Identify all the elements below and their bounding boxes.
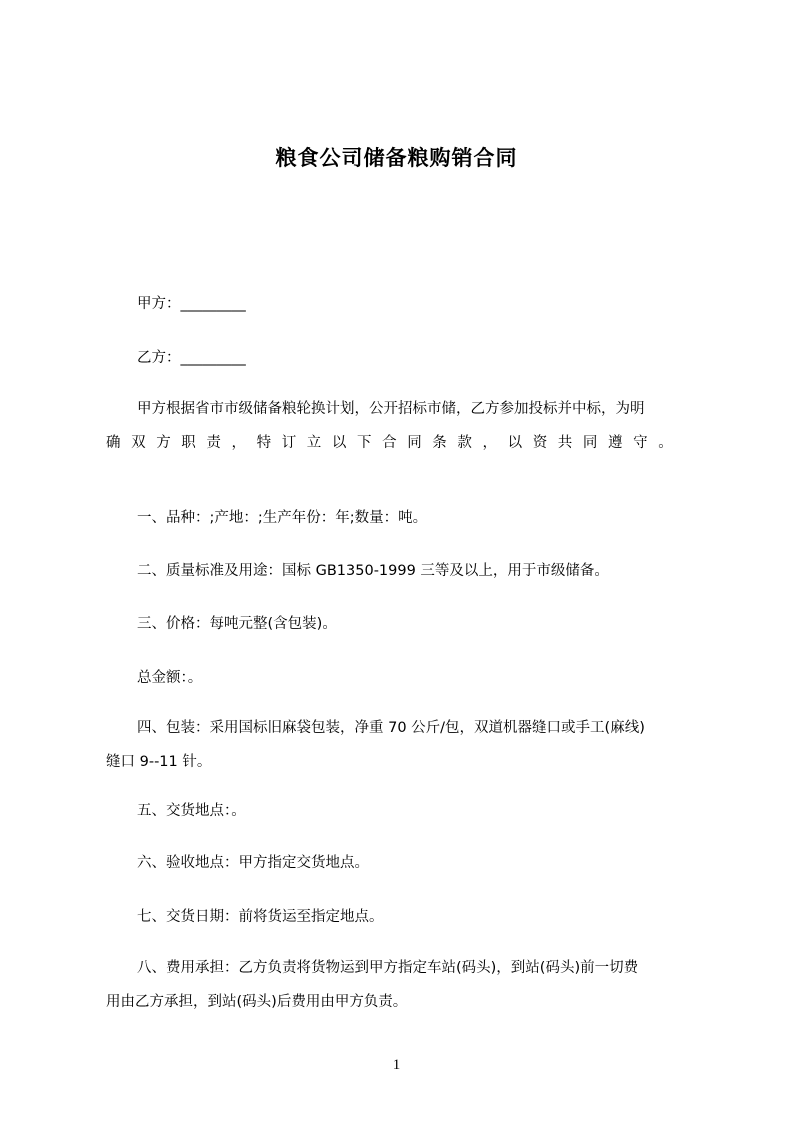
- clause-8-line-1: 八、费用承担：乙方负责将货物运到甲方指定车站(码头)，到站(码头)前一切费: [137, 960, 639, 976]
- party-a-line: 甲方：_________: [137, 296, 246, 312]
- clause-3: 三、价格：每吨元整(含包装)。: [137, 616, 337, 632]
- intro-line-1: 甲方根据省市市级储备粮轮换计划，公开招标市储，乙方参加投标并中标，为明: [137, 401, 645, 417]
- clause-4-line-1: 四、包装：采用国标旧麻袋包装，净重 70 公斤/包，双道机器缝口或手工(麻线): [137, 720, 645, 736]
- clause-5: 五、交货地点：。: [137, 803, 246, 819]
- party-b-line: 乙方：_________: [137, 350, 246, 366]
- contract-title: 粮食公司储备粮购销合同: [275, 146, 518, 170]
- clause-4: [106, 711, 712, 779]
- intro-line-2: 确双方职责，特订立以下合同条款，以资共同遵守。: [106, 435, 684, 451]
- clause-8: [106, 951, 712, 1019]
- intro-paragraph: [106, 392, 712, 460]
- clause-2: 二、质量标准及用途：国标 GB1350-1999 三等及以上，用于市级储备。: [137, 563, 609, 579]
- clause-7: 七、交货日期：前将货运至指定地点。: [137, 909, 384, 925]
- page-number: 1: [392, 1057, 401, 1073]
- total-amount: 总金额：。: [137, 670, 203, 686]
- clause-4-line-2: 缝口 9--11 针。: [106, 754, 212, 770]
- clause-6: 六、验收地点：甲方指定交货地点。: [137, 855, 369, 871]
- clause-1: 一、品种：;产地：;生产年份：年;数量：吨。: [137, 510, 428, 526]
- clause-8-line-2: 用由乙方承担，到站(码头)后费用由甲方负责。: [106, 994, 408, 1010]
